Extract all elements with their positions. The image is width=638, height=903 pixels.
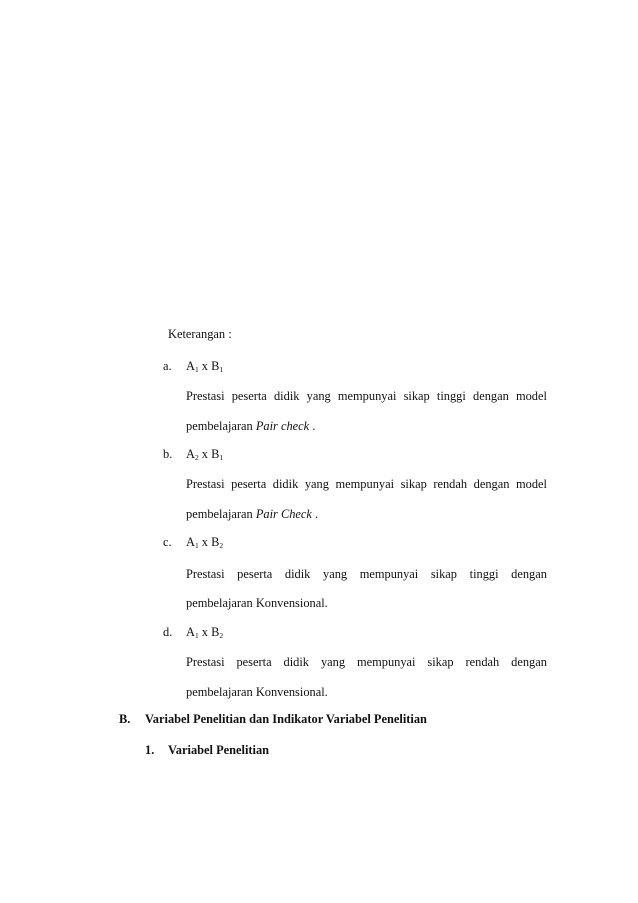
item-formula: $A_1$ x $B_2$ bbox=[186, 625, 224, 640]
item-description: Prestasi peserta didik yang mempunyai sikap rendah dengan bbox=[186, 655, 547, 669]
keterangan-label: Keterangan : bbox=[168, 327, 232, 341]
item-description-cont: pembelajaran Pair check . bbox=[186, 419, 316, 433]
item-marker: a. bbox=[163, 359, 172, 373]
item-description: Prestasi peserta didik yang mempunyai sikap rendah dengan model bbox=[186, 477, 547, 491]
item-description-cont: pembelajaran Konvensional. bbox=[186, 685, 328, 699]
item-marker: b. bbox=[163, 447, 173, 461]
subsection-1-label: 1. bbox=[145, 743, 155, 757]
item-description: Prestasi peserta didik yang mempunyai sikap tinggi dengan bbox=[186, 567, 547, 581]
item-formula: $A_1$ x $B_1$ bbox=[186, 359, 224, 374]
subsection-1-heading: Variabel Penelitian bbox=[168, 743, 270, 757]
item-marker: d. bbox=[163, 625, 173, 639]
item-description-cont: pembelajaran Pair Check . bbox=[186, 507, 319, 521]
item-description: Prestasi peserta didik yang mempunyai sikap tinggi dengan model bbox=[186, 389, 547, 403]
item-formula: $A_2$ x $B_1$ bbox=[186, 447, 224, 462]
section-b-label: B. bbox=[119, 712, 131, 726]
item-marker: c. bbox=[163, 535, 172, 549]
item-formula: $A_1$ x $B_2$ bbox=[186, 535, 224, 550]
section-b-heading: Variabel Penelitian dan Indikator Variabel Penelitian bbox=[145, 712, 427, 726]
item-description-cont: pembelajaran Konvensional. bbox=[186, 596, 328, 610]
